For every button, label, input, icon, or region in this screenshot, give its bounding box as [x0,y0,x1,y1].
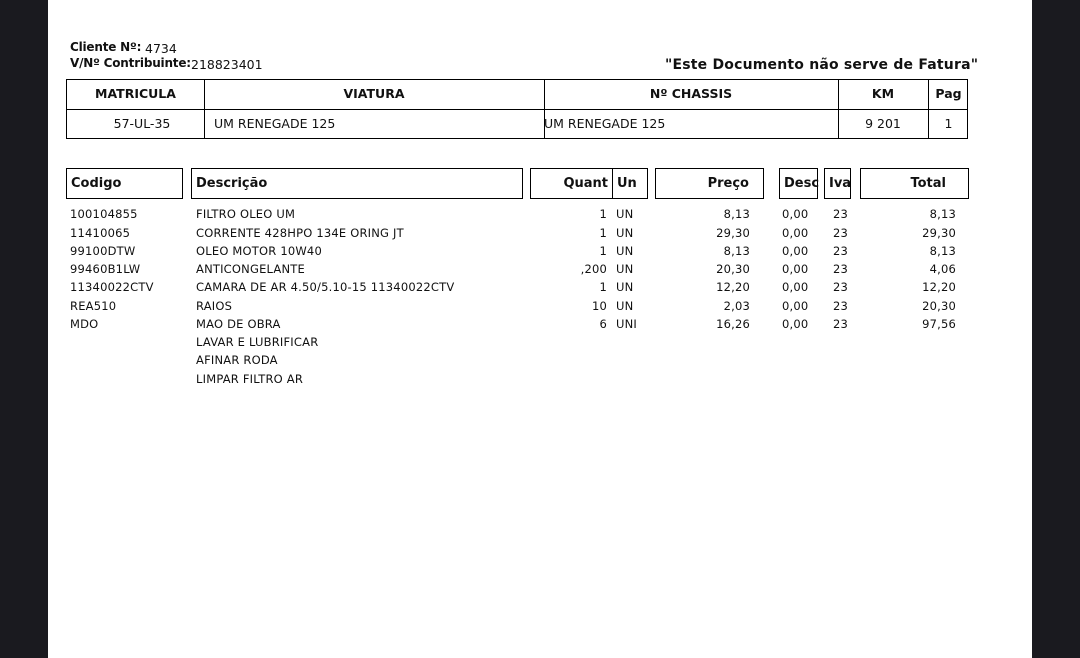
item-price: 12,20 [716,280,750,294]
item-description: CORRENTE 428HPO 134E ORING JT [196,226,404,240]
table-row [48,207,1032,225]
item-vat: 23 [833,262,849,276]
item-code: 99460B1LW [70,262,141,276]
item-price: 2,03 [723,299,750,313]
col-header-preco: Preço [655,168,764,199]
table-row [48,353,1032,371]
item-total: 8,13 [929,207,956,221]
client-number: 4734 [145,41,177,56]
item-total: 20,30 [922,299,956,313]
item-code: 100104855 [70,207,138,221]
col-header-total: Total [860,168,969,199]
client-number-label: Cliente Nº: [70,40,142,54]
item-quantity: 6 [599,317,607,331]
item-description: CAMARA DE AR 4.50/5.10-15 11340022CTV [196,280,455,294]
item-description: RAIOS [196,299,233,313]
col-header-un: Un [612,168,648,199]
item-quantity: 1 [599,244,607,258]
not-invoice-notice: "Este Documento não serve de Fatura" [665,57,979,73]
item-vat: 23 [833,317,849,331]
item-unit: UN [616,280,634,294]
item-discount: 0,00 [782,280,809,294]
col-header-iva: Iva [824,168,851,199]
vehicle-header-chassis: Nº CHASSIS [649,86,733,101]
item-quantity: 1 [599,226,607,240]
vehicle-header-matricula: MATRICULA [95,86,176,101]
table-row [48,280,1032,298]
item-price: 8,13 [723,207,750,221]
document-page [48,0,1032,658]
note-line: LIMPAR FILTRO AR [196,372,304,386]
item-price: 29,30 [716,226,750,240]
vehicle-km: 9 201 [865,116,901,131]
col-header-desc: Desc [779,168,818,199]
table-row [48,226,1032,244]
taxpayer-label: V/Nº Contribuinte: [70,56,191,70]
item-price: 8,13 [723,244,750,258]
item-quantity: 1 [599,207,607,221]
vehicle-table [66,79,968,139]
vehicle-page: 1 [944,116,953,131]
item-unit: UN [616,226,634,240]
vehicle-header-km: KM [871,86,895,101]
table-row [48,335,1032,353]
item-discount: 0,00 [782,317,809,331]
item-vat: 23 [833,207,849,221]
item-quantity: ,200 [580,262,607,276]
col-header-descricao: Descrição [191,168,523,199]
taxpayer-number: 218823401 [191,57,263,72]
item-code: REA510 [70,299,117,313]
item-description: FILTRO OLEO UM [196,207,296,221]
item-discount: 0,00 [782,299,809,313]
note-line: AFINAR RODA [196,353,278,367]
item-unit: UN [616,262,634,276]
item-code: 11340022CTV [70,280,154,294]
item-vat: 23 [833,299,849,313]
item-discount: 0,00 [782,207,809,221]
item-unit: UN [616,299,634,313]
item-unit: UN [616,244,634,258]
vehicle-model: UM RENEGADE 125 [214,116,336,131]
item-price: 20,30 [716,262,750,276]
col-header-codigo: Codigo [66,168,183,199]
item-code: 11410065 [70,226,131,240]
item-total: 8,13 [929,244,956,258]
note-line: LAVAR E LUBRIFICAR [196,335,319,349]
item-description: ANTICONGELANTE [196,262,305,276]
table-row [48,262,1032,280]
table-row [48,299,1032,317]
item-unit: UN [616,207,634,221]
item-quantity: 10 [591,299,607,313]
item-code: MDO [70,317,99,331]
table-row [48,372,1032,390]
table-row [48,244,1032,262]
table-row [48,317,1032,335]
vehicle-chassis: UM RENEGADE 125 [544,116,666,131]
item-description: OLEO MOTOR 10W40 [196,244,322,258]
item-total: 12,20 [922,280,956,294]
item-total: 4,06 [929,262,956,276]
vehicle-header-pag: Pag [935,86,962,101]
col-header-quant: Quant [530,168,613,199]
item-vat: 23 [833,280,849,294]
item-unit: UNI [616,317,638,331]
item-total: 97,56 [922,317,956,331]
item-quantity: 1 [599,280,607,294]
item-code: 99100DTW [70,244,136,258]
item-description: MAO DE OBRA [196,317,281,331]
item-total: 29,30 [922,226,956,240]
vehicle-header-viatura: VIATURA [343,86,405,101]
vehicle-plate: 57-UL-35 [113,116,171,131]
item-discount: 0,00 [782,262,809,276]
item-vat: 23 [833,226,849,240]
item-vat: 23 [833,244,849,258]
item-price: 16,26 [716,317,750,331]
item-discount: 0,00 [782,226,809,240]
item-discount: 0,00 [782,244,809,258]
